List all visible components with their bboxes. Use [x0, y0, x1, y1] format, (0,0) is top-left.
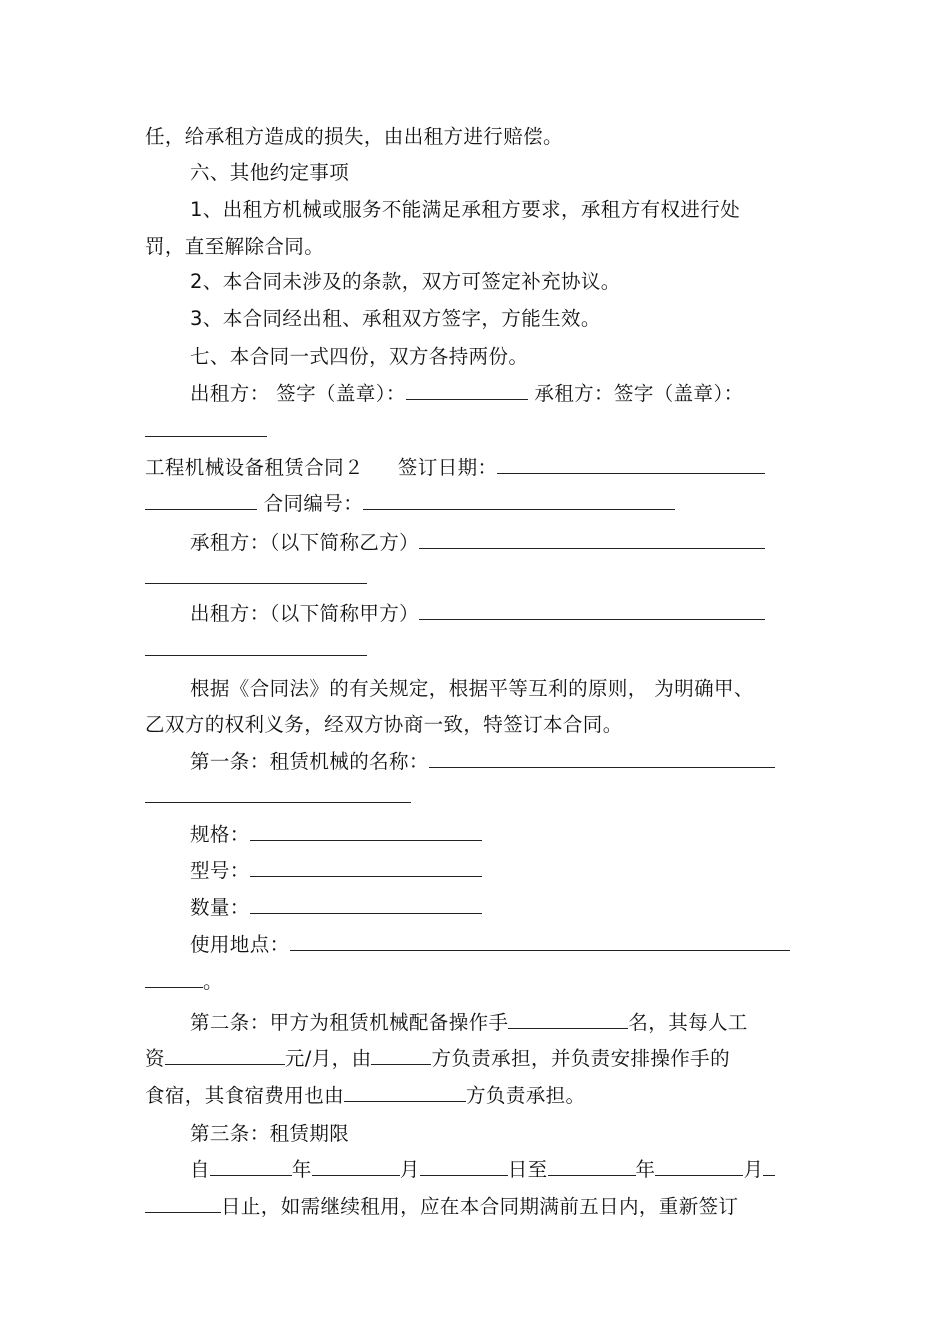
field-line: 数量：	[190, 895, 482, 920]
blank-field[interactable]	[419, 601, 765, 620]
clause-line: 第一条：租赁机械的名称：	[190, 749, 775, 774]
text-line: 七、本合同一式四份，双方各持两份。	[190, 345, 529, 368]
contract-title-line: 工程机械设备租赁合同２ 签订日期：	[145, 455, 765, 480]
blank-field[interactable]	[548, 1157, 636, 1176]
blank-field[interactable]	[145, 637, 367, 656]
clause-line: 第三条：租赁期限	[190, 1122, 350, 1145]
signature-line	[145, 418, 267, 443]
clause-line	[145, 784, 411, 809]
blank-field[interactable]	[508, 1010, 628, 1029]
field-line: 使用地点：	[190, 932, 790, 957]
blank-field[interactable]	[371, 1046, 431, 1065]
blank-field[interactable]	[763, 1157, 775, 1176]
blank-field[interactable]	[406, 381, 528, 400]
signature-line: 出租方： 签字（盖章）： 承租方：签字（盖章）：	[190, 382, 744, 405]
blank-field[interactable]	[210, 1157, 292, 1176]
clause-line: 资 元/月，由 方负责承担，并负责安排操作手的	[145, 1047, 730, 1070]
blank-field[interactable]	[250, 822, 482, 841]
blank-field[interactable]	[497, 455, 765, 474]
text-line: 1、出租方机械或服务不能满足承租方要求，承租方有权进行处	[190, 198, 741, 221]
blank-field[interactable]	[145, 1194, 221, 1213]
blank-field[interactable]	[344, 1083, 466, 1102]
blank-field[interactable]	[250, 858, 482, 877]
blank-field[interactable]	[420, 1157, 508, 1176]
field-line: 。	[145, 969, 223, 994]
blank-field[interactable]	[363, 491, 675, 510]
blank-field[interactable]	[429, 749, 775, 768]
blank-field[interactable]	[290, 932, 790, 951]
clause-line: 第二条：甲方为租赁机械配备操作手 名，其每人工	[190, 1011, 748, 1034]
text-line: 根据《合同法》的有关规定，根据平等互利的原则， 为明确甲、	[190, 677, 754, 700]
blank-field[interactable]	[250, 895, 482, 914]
blank-field[interactable]	[165, 1046, 285, 1065]
text-line: 2、本合同未涉及的条款，双方可签定补充协议。	[190, 270, 621, 293]
party-line: 承租方：（以下简称乙方）	[190, 530, 765, 555]
field-line: 型号：	[190, 858, 482, 883]
text-line: 任，给承租方造成的损失，由出租方进行赔偿。	[145, 125, 563, 148]
blank-field[interactable]	[145, 418, 267, 437]
text-line: 3、本合同经出租、承租双方签字，方能生效。	[190, 307, 601, 330]
blank-field[interactable]	[145, 784, 411, 803]
section-heading: 六、其他约定事项	[190, 161, 350, 184]
party-line: 出租方：（以下简称甲方）	[190, 601, 765, 626]
clause-line: 食宿，其食宿费用也由 方负责承担。	[145, 1084, 586, 1107]
blank-field[interactable]	[312, 1157, 400, 1176]
text-line: 乙双方的权利义务，经双方协商一致，特签订本合同。	[145, 713, 623, 736]
party-line	[145, 565, 367, 590]
text-line: 罚，直至解除合同。	[145, 235, 325, 258]
text-line: 合同编号：	[145, 491, 675, 516]
contract-title: 工程机械设备租赁合同２	[145, 456, 364, 479]
date-range-line: 自 年 月 日至 年 月	[190, 1157, 775, 1182]
blank-field[interactable]	[145, 969, 203, 988]
blank-field[interactable]	[419, 530, 765, 549]
field-line: 规格：	[190, 822, 482, 847]
blank-field[interactable]	[145, 565, 367, 584]
date-range-line: 日止，如需继续租用，应在本合同期满前五日内，重新签订	[145, 1194, 738, 1219]
party-line	[145, 637, 367, 662]
blank-field[interactable]	[145, 491, 257, 510]
blank-field[interactable]	[655, 1157, 743, 1176]
